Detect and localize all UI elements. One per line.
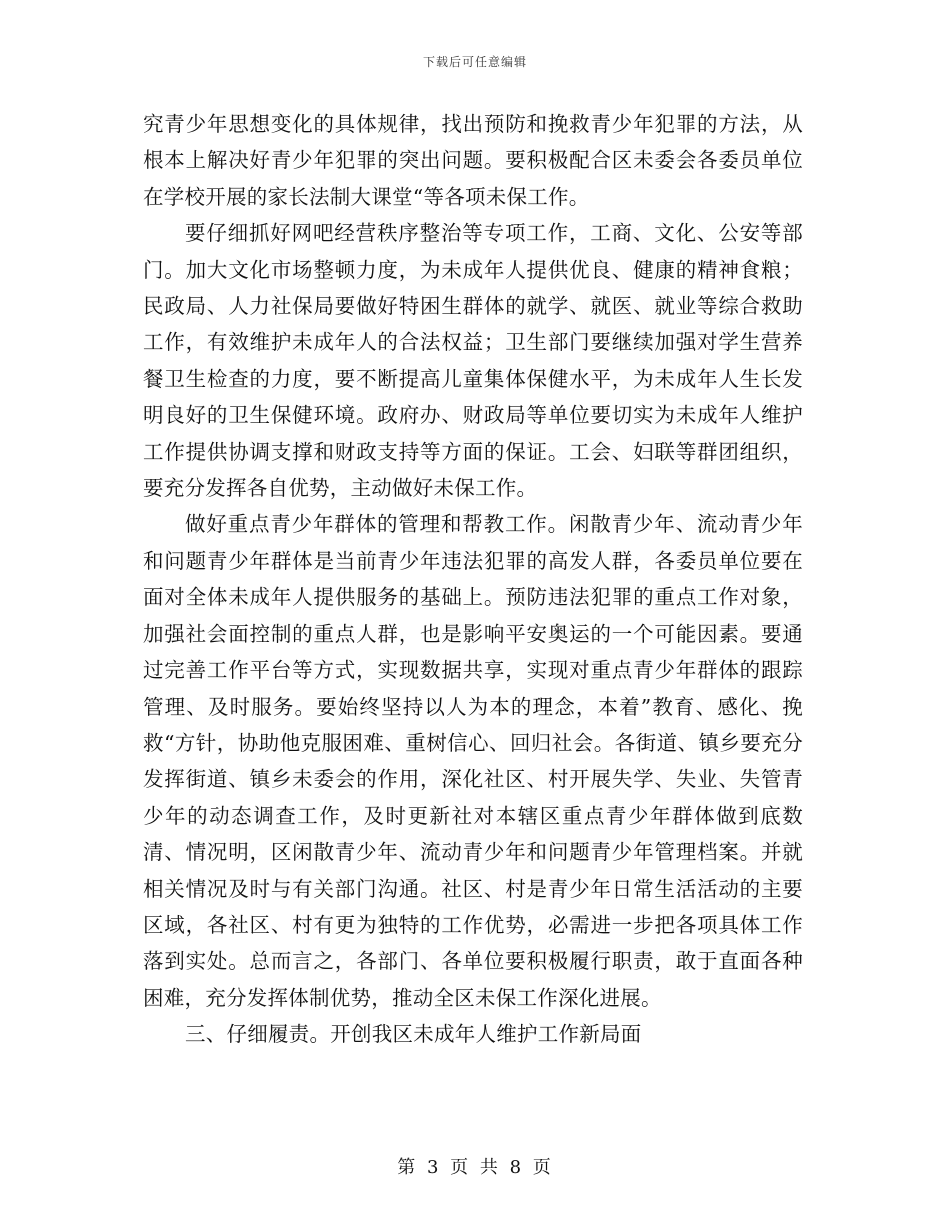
paragraph-3: 做好重点青少年群体的管理和帮教工作。闲散青少年、流动青少年和问题青少年群体是当前青少年违法犯罪的高发人群，各委员单位要在面对全体未成年人提供服务的基础上。预防违法犯罪的重点工作对象，加强社会面控制的重点人群，也是影响平安奥运的一个可能因素。要通过完善工作平台等方式，实现数据共享，实现对重点青少年群体的跟踪管理、及时服务。要始终坚持以人为本的理念，本着”教育、感化、挽救“方针，协助他克服困难、重树信心、回归社会。各街道、镇乡要充分发挥街道、镇乡未委会的作用，深化社区、村开展失学、失业、失管青少年的动态调查工作，及时更新社对本辖区重点青少年群体做到底数清、情况明，区闲散青少年、流动青少年和问题青少年管理档案。并就相关情况及时与有关部门沟通。社区、村是青少年日常生活活动的主要区域，各社区、村有更为独特的工作优势，必需进一步把各项具体工作落到实处。总而言之，各部门、各单位要积极履行职责，敢于直面各种困难，充分发挥体制优势，推动全区未保工作深化进展。 <box>143 512 803 1010</box>
section-heading: 三、仔细履责。开创我区未成年人维护工作新局面 <box>185 1022 642 1047</box>
paragraph-1: 究青少年思想变化的具体规律，找出预防和挽救青少年犯罪的方法，从根本上解决好青少年犯罪的突出问题。要积极配合区未委会各委员单位在学校开展的家长法制大课堂“等各项未保工作。 <box>143 112 803 209</box>
page-header: 下载后可任意编辑 <box>422 55 527 69</box>
page-footer: 第 3 页 共 8 页 <box>397 1157 553 1178</box>
paragraph-2: 要仔细抓好网吧经营秩序整治等专项工作，工商、文化、公安等部门。加大文化市场整顿力度，为未成年人提供优良、健康的精神食粮；民政局、人力社保局要做好特困生群体的就学、就医、就业等综合救助工作，有效维护未成年人的合法权益；卫生部门要继续加强对学生营养餐卫生检查的力度，要不断提高儿童集体保健水平，为未成年人生长发明良好的卫生保健环境。政府办、财政局等单位要切实为未成年人维护工作提供协调支撑和财政支持等方面的保证。工会、妇联等群团组织，要充分发挥各自优势，主动做好未保工作。 <box>143 221 803 501</box>
document-body <box>143 106 803 1053</box>
